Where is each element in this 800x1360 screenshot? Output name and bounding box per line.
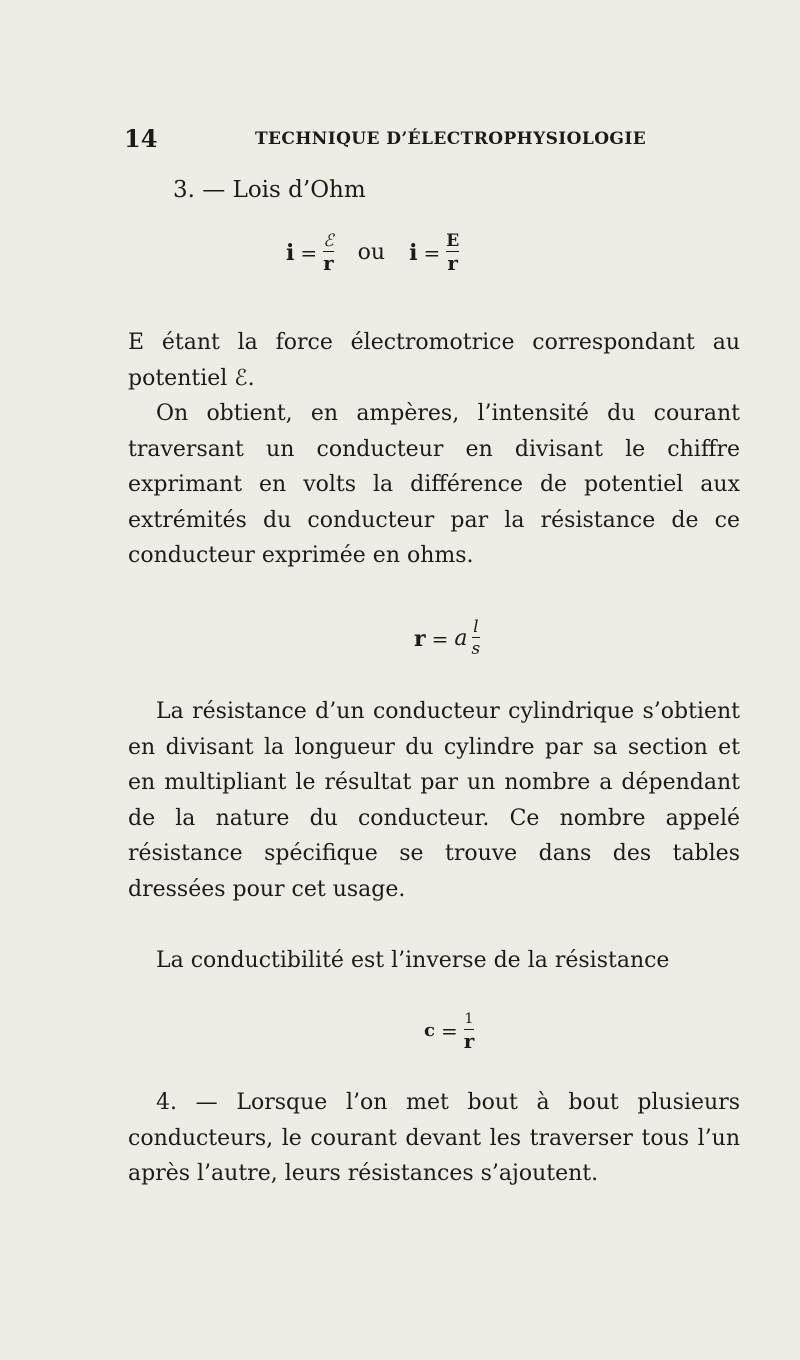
- connector-word: ou: [357, 240, 386, 265]
- equals-sign: =: [300, 240, 318, 265]
- conductance-formula: [424, 1010, 474, 1051]
- paragraph: E étant la force électromotrice correspondant au potentiel ℰ.: [128, 330, 740, 391]
- resistance-formula: [414, 618, 480, 659]
- section-heading: 3. — Lois d’Ohm: [173, 177, 366, 203]
- fraction: [464, 1010, 475, 1051]
- paragraph: On obtient, en ampères, l’intensité du courant traversant un conducteur en divisant le chiffre exprimant en volts la différence de potentiel aux extrémités du conducteur par la résistance de ce conducteur exprimée en ohms.: [128, 401, 740, 568]
- coefficient: a: [454, 626, 468, 651]
- denominator: r: [463, 1029, 475, 1053]
- formula-variable: r: [414, 625, 426, 652]
- page-header: [124, 124, 684, 156]
- ohm-law-formula: [286, 232, 459, 273]
- numerator: l: [473, 617, 479, 637]
- denominator: r: [447, 251, 458, 275]
- fraction: [323, 232, 334, 273]
- denominator: r: [323, 251, 334, 275]
- paragraph: 4. — Lorsque l’on met bout à bout plusieurs conducteurs, le courant devant les traverser tous l’un après l’autre, leurs résistances s’ajoutent.: [128, 1090, 740, 1186]
- page-number: 14: [124, 124, 158, 153]
- numerator: 1: [464, 1011, 474, 1027]
- numerator: ℰ: [323, 231, 334, 251]
- equals-sign: =: [440, 1018, 458, 1043]
- paragraph: La conductibilité est l’inverse de la résistance: [156, 948, 670, 973]
- fraction: [471, 618, 480, 659]
- running-title: TECHNIQUE D’ÉLECTROPHYSIOLOGIE: [255, 129, 647, 149]
- equals-sign: =: [431, 626, 449, 651]
- formula-variable: i: [409, 239, 418, 266]
- denominator: s: [471, 639, 481, 659]
- fraction: [446, 232, 459, 273]
- paragraph: La résistance d’un conducteur cylindrique s’obtient en divisant la longueur du cylindre par sa section et en multipliant le résultat par un nombre a dépendant de la nature du conducteur. Ce nombre appelé résistance spécifique se trouve dans des tables dressées pour cet usage.: [128, 699, 740, 902]
- numerator: E: [446, 231, 460, 251]
- equals-sign: =: [423, 240, 441, 265]
- formula-variable: c: [424, 1020, 435, 1041]
- formula-variable: i: [286, 239, 295, 266]
